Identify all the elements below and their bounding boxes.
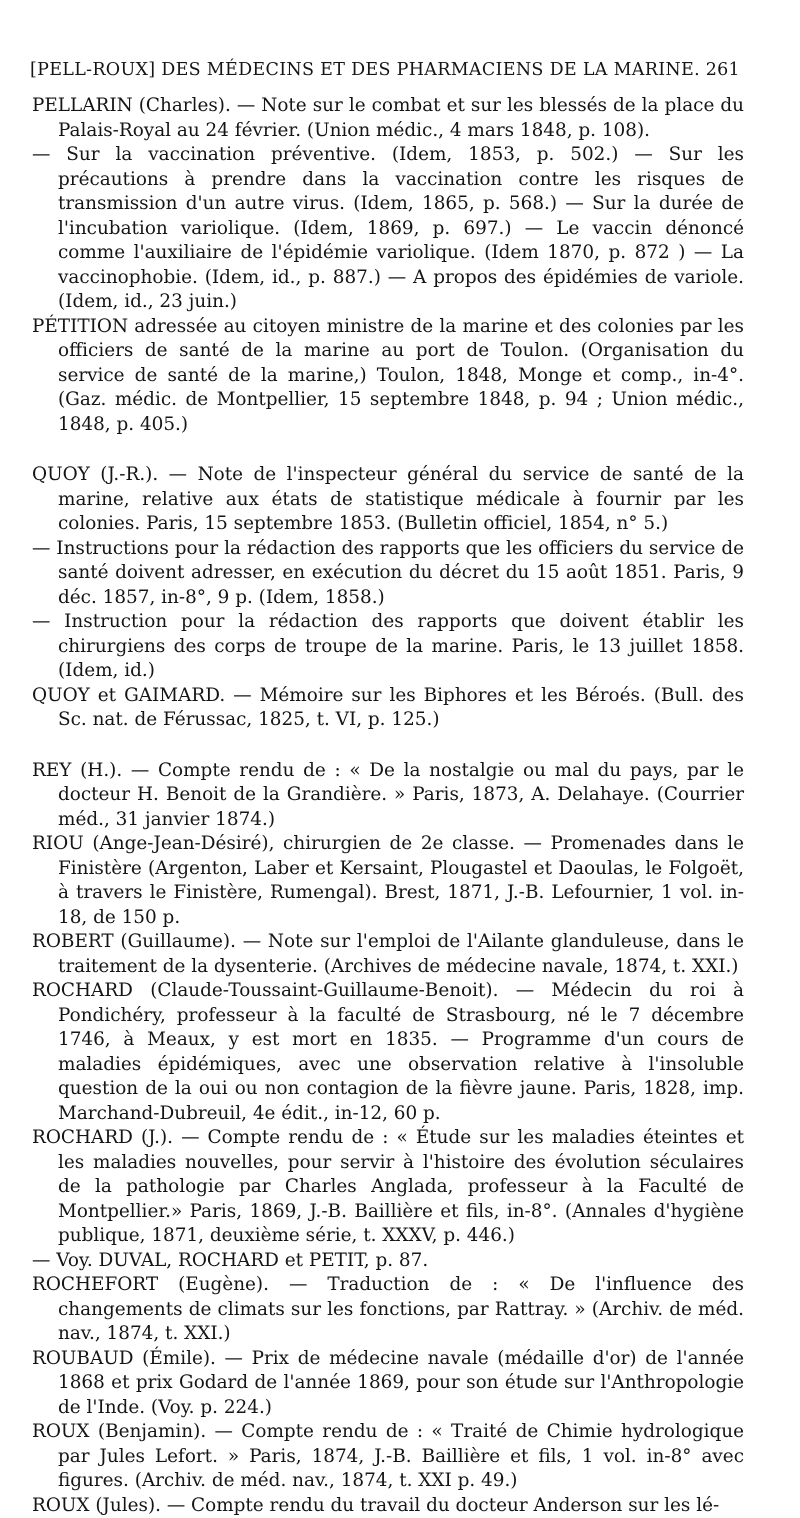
page-header xyxy=(30,60,740,80)
entry-roux-jules: ROUX (Jules). — Compte rendu du travail du docteur Anderson sur les lé- xyxy=(32,1494,744,1518)
entry-rochard-voy: — Voy. DUVAL, ROCHARD et PETIT, p. 87. xyxy=(32,1249,744,1274)
entry-quoy: QUOY (J.-R.). — Note de l'inspecteur général du service de santé de la marine, relative aux états de statistique médicale à fournir par les colonies. Paris, 15 septembre 1853. (Bulletin officiel, 1854, n° 5.) xyxy=(32,463,744,537)
entry-rey: REY (H.). — Compte rendu de : « De la nostalgie ou mal du pays, par le docteur H. Benoit de la Grandière. » Paris, 1873, A. Delahaye. (Courrier méd., 31 janvier 1874.) xyxy=(32,759,744,833)
bibliography-list xyxy=(32,94,744,1518)
entry-petition: PÉTITION adressée au citoyen ministre de la marine et des colonies par les officiers de santé de la marine au port de Toulon. (Organisation du service de santé de la marine,) Toulon, 1848, Monge et comp., in-4°. (Gaz. médic. de Montpellier, 15 septembre 1848, p. 94 ; Union médic., 1848, p. 405.) xyxy=(32,315,744,438)
entry-rochard-j: ROCHARD (J.). — Compte rendu de : « Étude sur les maladies éteintes et les maladies nouvelles, pour servir à l'histoire des évolution séculaires de la pathologie par Charles Anglada, professeur à la Faculté de Montpellier.» Paris, 1869, J.-B. Baillière et fils, in-8°. (Annales d'hygiène publique, 1871, deuxième série, t. XXXV, p. 446.) xyxy=(32,1126,744,1249)
entry-rochard-claude: ROCHARD (Claude-Toussaint-Guillaume-Benoit). — Médecin du roi à Pondichéry, professeur à la faculté de Strasbourg, né le 7 décembre 1746, à Meaux, y est mort en 1835. — Programme d'un cours de maladies épidémiques, avec une observation relative à l'insoluble question de la oui ou non contagion de la fièvre jaune. Paris, 1828, imp. Marchand-Dubreuil, 4e édit., in-12, 60 p. xyxy=(32,979,744,1126)
entry-rochefort: ROCHEFORT (Eugène). — Traduction de : « De l'influence des changements de climats sur les fonctions, par Rattray. » (Archiv. de méd. nav., 1874, t. XXI.) xyxy=(32,1273,744,1347)
entry-riou: RIOU (Ange-Jean-Désiré), chirurgien de 2e classe. — Promenades dans le Finistère (Argenton, Laber et Kersaint, Plougastel et Daoulas, le Folgoët, à travers le Finistère, Rumengal). Brest, 1871, J.-B. Lefournier, 1 vol. in-18, de 150 p. xyxy=(32,832,744,930)
entry-roux-benjamin: ROUX (Benjamin). — Compte rendu de : « Traité de Chimie hydrologique par Jules Lefort. » Paris, 1874, J.-B. Baillière et fils, 1 vol. in-8° avec figures. (Archiv. de méd. nav., 1874, t. XXI p. 49.) xyxy=(32,1420,744,1494)
entry-quoy-gaimard: QUOY et GAIMARD. — Mémoire sur les Biphores et les Béroés. (Bull. des Sc. nat. de Férussac, 1825, t. VI, p. 125.) xyxy=(32,684,744,733)
running-head: [PELL-ROUX] DES MÉDECINS ET DES PHARMACIENS DE LA MARINE. xyxy=(30,60,700,80)
entry-pellarin: PELLARIN (Charles). — Note sur le combat et sur les blessés de la place du Palais-Royal au 24 février. (Union médic., 4 mars 1848, p. 108). xyxy=(32,94,744,143)
entry-quoy-instruction: — Instruction pour la rédaction des rapports que doivent établir les chirurgiens des corps de troupe de la marine. Paris, le 13 juillet 1858. (Idem, id.) xyxy=(32,610,744,684)
page-number: 261 xyxy=(706,60,740,80)
entry-robert: ROBERT (Guillaume). — Note sur l'emploi de l'Ailante glanduleuse, dans le traitement de la dysenterie. (Archives de médecine navale, 1874, t. XXI.) xyxy=(32,930,744,979)
entry-pellarin-vaccination: — Sur la vaccination préventive. (Idem, 1853, p. 502.) — Sur les précautions à prendre dans la vaccination contre les risques de transmission d'un autre virus. (Idem, 1865, p. 568.) — Sur la durée de l'incubation variolique. (Idem, 1869, p. 697.) — Le vaccin dénoncé comme l'auxiliaire de l'épidémie variolique. (Idem 1870, p. 872 ) — La vaccinophobie. (Idem, id., p. 887.) — A propos des épidémies de variole. (Idem, id., 23 juin.) xyxy=(32,143,744,315)
entry-roubaud: ROUBAUD (Émile). — Prix de médecine navale (médaille d'or) de l'année 1868 et prix Godard de l'année 1869, pour son étude sur l'Anthropologie de l'Inde. (Voy. p. 224.) xyxy=(32,1347,744,1421)
entry-quoy-instructions: — Instructions pour la rédaction des rapports que les officiers du service de santé doivent adresser, en exécution du décret du 15 août 1851. Paris, 9 déc. 1857, in-8°, 9 p. (Idem, 1858.) xyxy=(32,537,744,611)
